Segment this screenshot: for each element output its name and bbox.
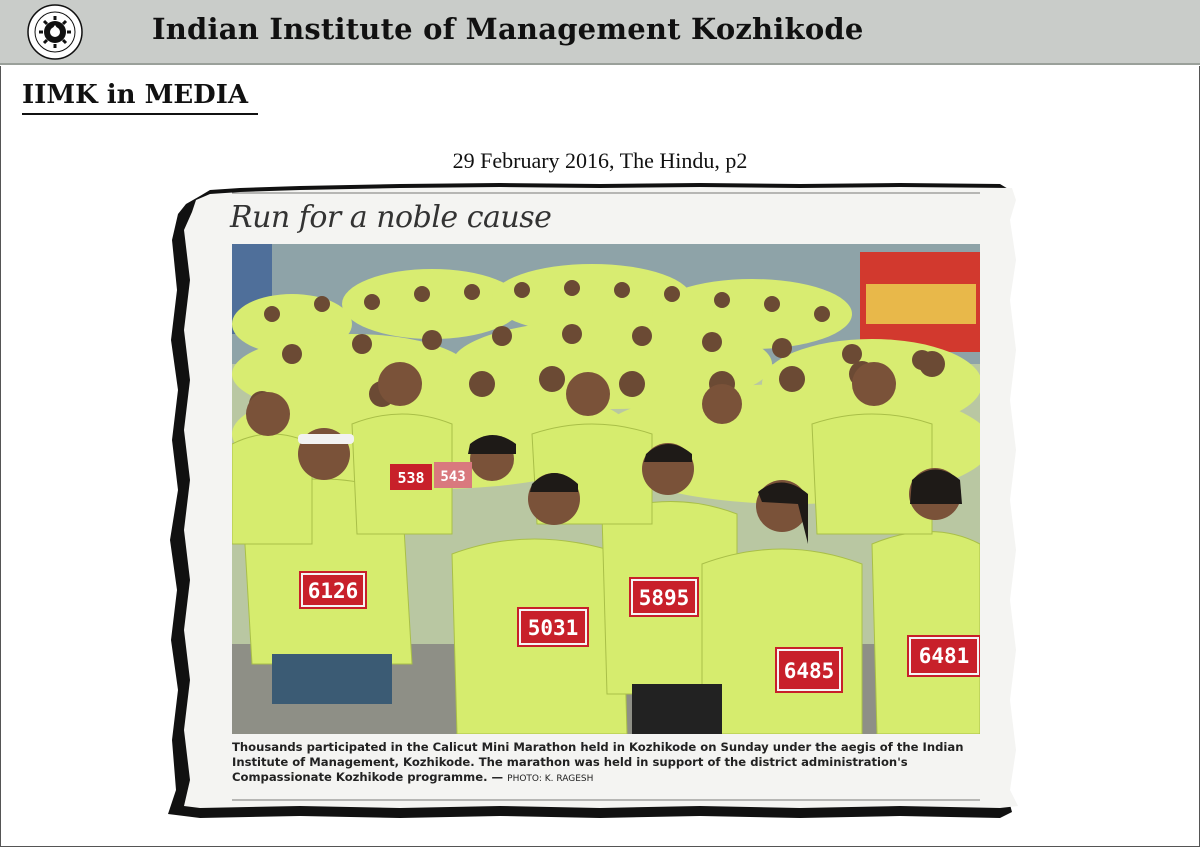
institute-title: Indian Institute of Management Kozhikode [152, 12, 864, 46]
bib-number-6481: 6481 [918, 644, 970, 668]
photo-caption [232, 740, 977, 787]
section-title: IIMK in MEDIA [22, 80, 249, 110]
bib-number-5031: 5031 [527, 616, 579, 640]
caption-text: Thousands participated in the Calicut Mini Marathon held in Kozhikode on Sunday under the aegis of the Indian Institute of Management, Kozhikode. The marathon was held in support of the district administration's Compassionate Kozhikode programme. — [232, 740, 964, 784]
bib-number-6485: 6485 [783, 659, 835, 683]
article-headline: Run for a noble cause [230, 200, 552, 235]
bib-number-543: 543 [440, 469, 466, 485]
bib-number-6126: 6126 [307, 579, 359, 603]
bib-number-538: 538 [397, 469, 425, 487]
article-citation: 29 February 2016, The Hindu, p2 [452, 148, 748, 173]
photo-credit: PHOTO: K. RAGESH [507, 774, 594, 784]
bib-number-5895: 5895 [638, 586, 690, 610]
marathon-photo [232, 244, 980, 734]
